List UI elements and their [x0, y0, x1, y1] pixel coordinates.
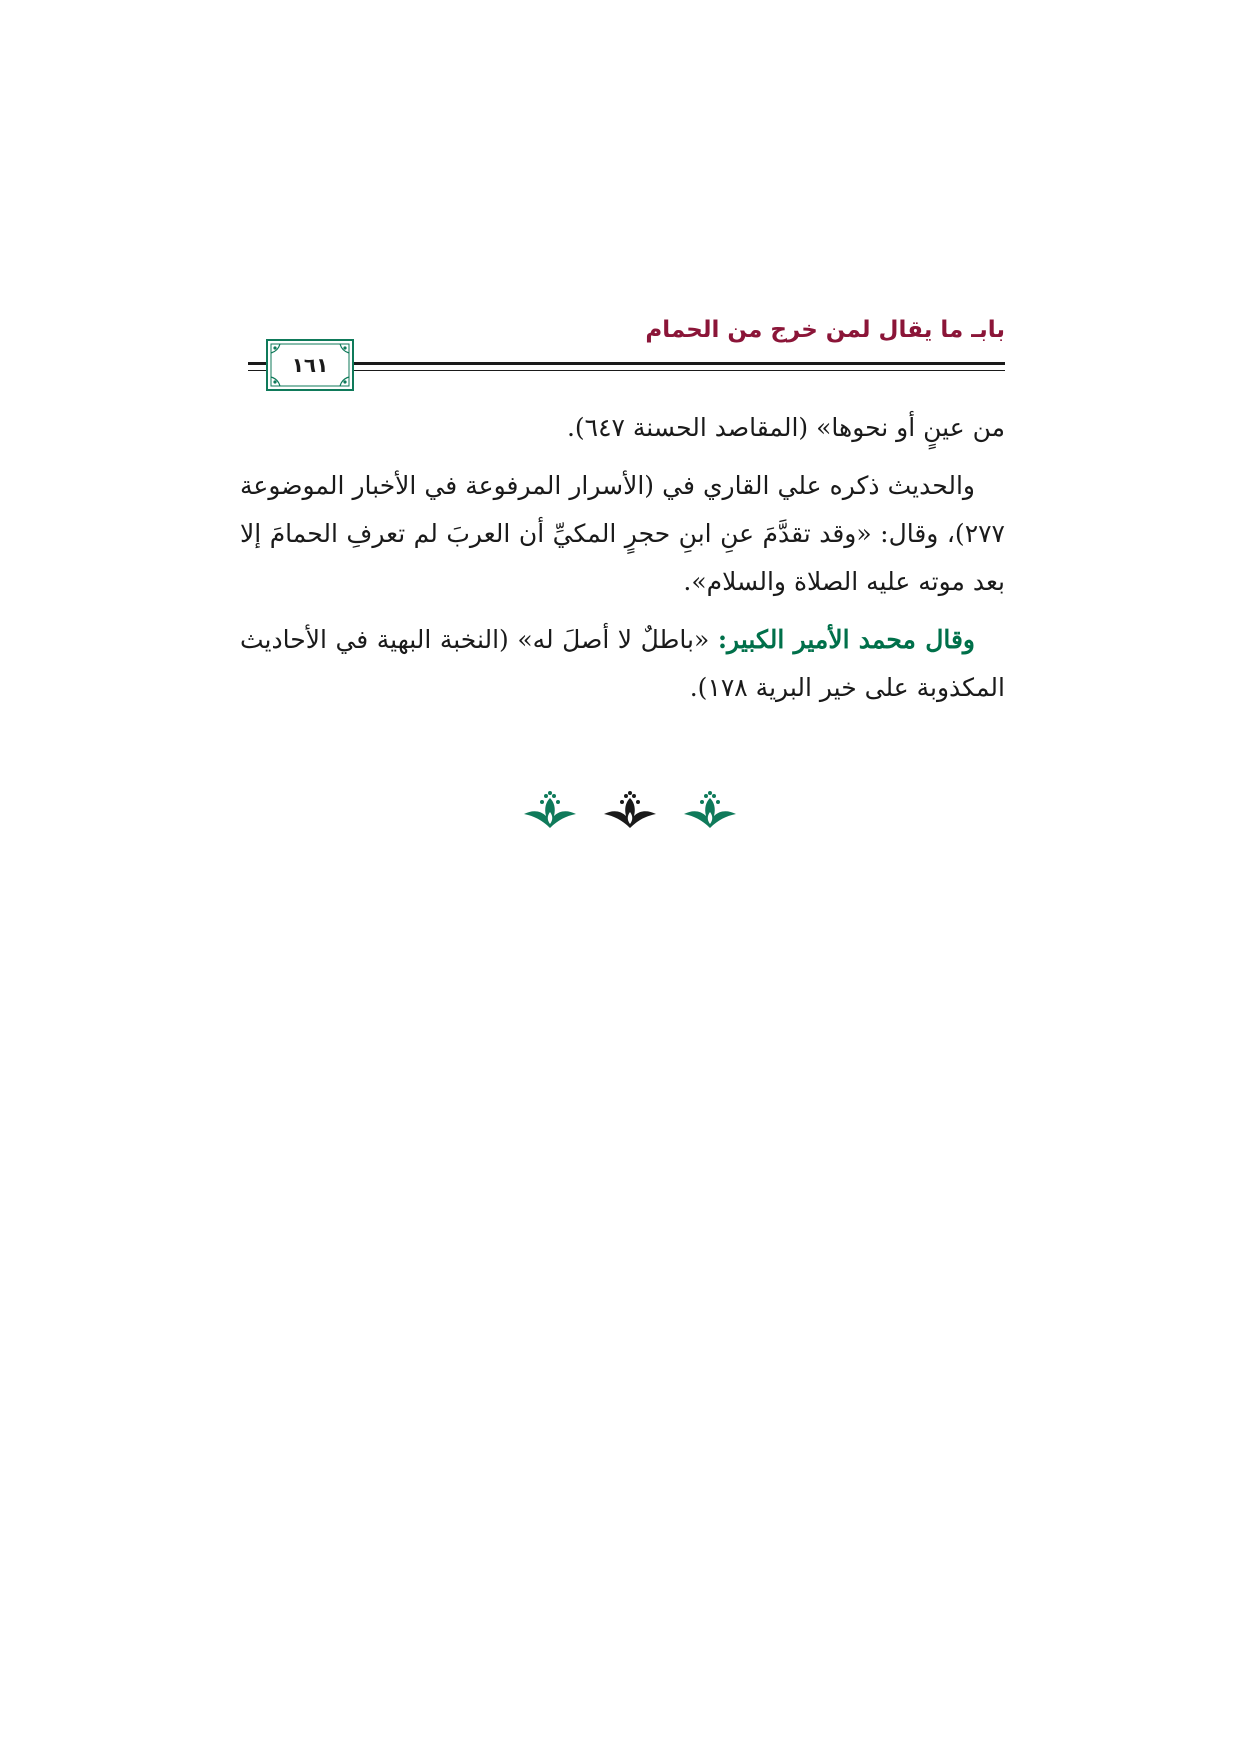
paragraph-1: من عينٍ أو نحوها» (المقاصد الحسنة ٦٤٧). [566, 413, 1005, 442]
section-end-ornaments [520, 788, 740, 838]
body-text [240, 404, 1005, 722]
page-number: ١٦١ [291, 353, 329, 377]
header-rule [248, 362, 1005, 371]
page-number-badge [266, 339, 354, 391]
paragraph-3-text: «باطلٌ لا أصلَ له» (النخبة البهية في الأحاديث المكذوبة على خير البرية ١٧٨). [240, 625, 1005, 702]
chapter-title: بابـ ما يقال لمن خرج من الحمام [645, 317, 1005, 343]
floral-ornament-icon [600, 788, 660, 832]
floral-ornament-icon [680, 788, 740, 832]
paragraph-3 [240, 616, 1005, 712]
floral-ornament-icon [520, 788, 580, 832]
speaker-label: وقال محمد الأمير الكبير: [717, 625, 975, 654]
paragraph-2: والحديث ذكره علي القاري في (الأسرار المرفوعة في الأخبار الموضوعة ٢٧٧)، وقال: «وقد تقدَّمَ عنِ ابنِ حجرٍ المكيِّ أن العربَ لم تعرفِ الحمامَ إلا بعد موته عليه الصلاة والسلام». [240, 471, 1005, 596]
